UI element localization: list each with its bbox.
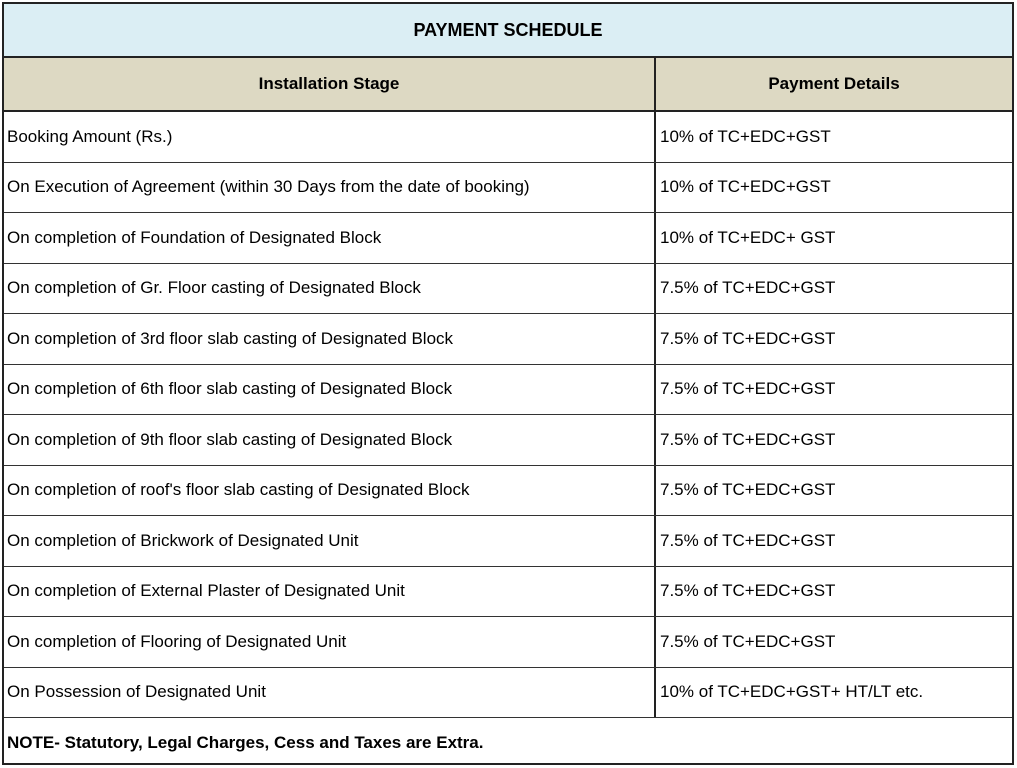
payment-schedule-table bbox=[2, 2, 1014, 765]
table-row bbox=[4, 617, 1012, 668]
table-header-row bbox=[4, 58, 1012, 112]
payment-details-cell: 7.5% of TC+EDC+GST bbox=[660, 278, 836, 298]
table-row bbox=[4, 112, 1012, 163]
payment-details-cell: 7.5% of TC+EDC+GST bbox=[660, 429, 836, 449]
installation-stage-cell: On completion of 9th floor slab casting of Designated Block bbox=[4, 415, 656, 465]
table-row bbox=[4, 516, 1012, 567]
installation-stage-cell: On Execution of Agreement (within 30 Days from the date of booking) bbox=[4, 163, 656, 213]
payment-details-cell: 7.5% of TC+EDC+GST bbox=[660, 631, 836, 651]
installation-stage-cell: On completion of Flooring of Designated Unit bbox=[4, 617, 656, 667]
payment-details-cell: 7.5% of TC+EDC+GST bbox=[660, 581, 836, 601]
table-row bbox=[4, 314, 1012, 365]
installation-stage-cell: On completion of Gr. Floor casting of Designated Block bbox=[4, 264, 656, 314]
payment-details-cell: 7.5% of TC+EDC+GST bbox=[660, 530, 836, 550]
payment-details-cell: 10% of TC+EDC+GST bbox=[660, 126, 831, 146]
column-header-installation-stage: Installation Stage bbox=[4, 58, 656, 110]
table-title: PAYMENT SCHEDULE bbox=[4, 4, 1012, 58]
payment-details-cell: 10% of TC+EDC+GST+ HT/LT etc. bbox=[660, 682, 924, 702]
table-body bbox=[4, 112, 1012, 718]
installation-stage-cell: On completion of Foundation of Designated Block bbox=[4, 213, 656, 263]
column-header-payment-details: Payment Details bbox=[768, 74, 900, 93]
table-row bbox=[4, 163, 1012, 214]
installation-stage-cell: On completion of roof's floor slab casting of Designated Block bbox=[4, 466, 656, 516]
payment-details-cell: 7.5% of TC+EDC+GST bbox=[660, 328, 836, 348]
table-row bbox=[4, 668, 1012, 719]
table-row bbox=[4, 466, 1012, 517]
table-row bbox=[4, 415, 1012, 466]
table-row bbox=[4, 365, 1012, 416]
table-row bbox=[4, 264, 1012, 315]
table-row bbox=[4, 567, 1012, 618]
payment-details-cell: 7.5% of TC+EDC+GST bbox=[660, 379, 836, 399]
payment-details-cell: 7.5% of TC+EDC+GST bbox=[660, 480, 836, 500]
installation-stage-cell: On completion of External Plaster of Designated Unit bbox=[4, 567, 656, 617]
installation-stage-cell: On completion of 6th floor slab casting of Designated Block bbox=[4, 365, 656, 415]
installation-stage-cell: On completion of Brickwork of Designated Unit bbox=[4, 516, 656, 566]
installation-stage-cell: On completion of 3rd floor slab casting of Designated Block bbox=[4, 314, 656, 364]
payment-details-cell: 10% of TC+EDC+GST bbox=[660, 177, 831, 197]
payment-details-cell: 10% of TC+EDC+ GST bbox=[660, 227, 836, 247]
installation-stage-cell: On Possession of Designated Unit bbox=[4, 668, 656, 718]
table-row bbox=[4, 213, 1012, 264]
footer-note: NOTE- Statutory, Legal Charges, Cess and Taxes are Extra. bbox=[7, 732, 484, 752]
installation-stage-cell: Booking Amount (Rs.) bbox=[4, 112, 656, 162]
